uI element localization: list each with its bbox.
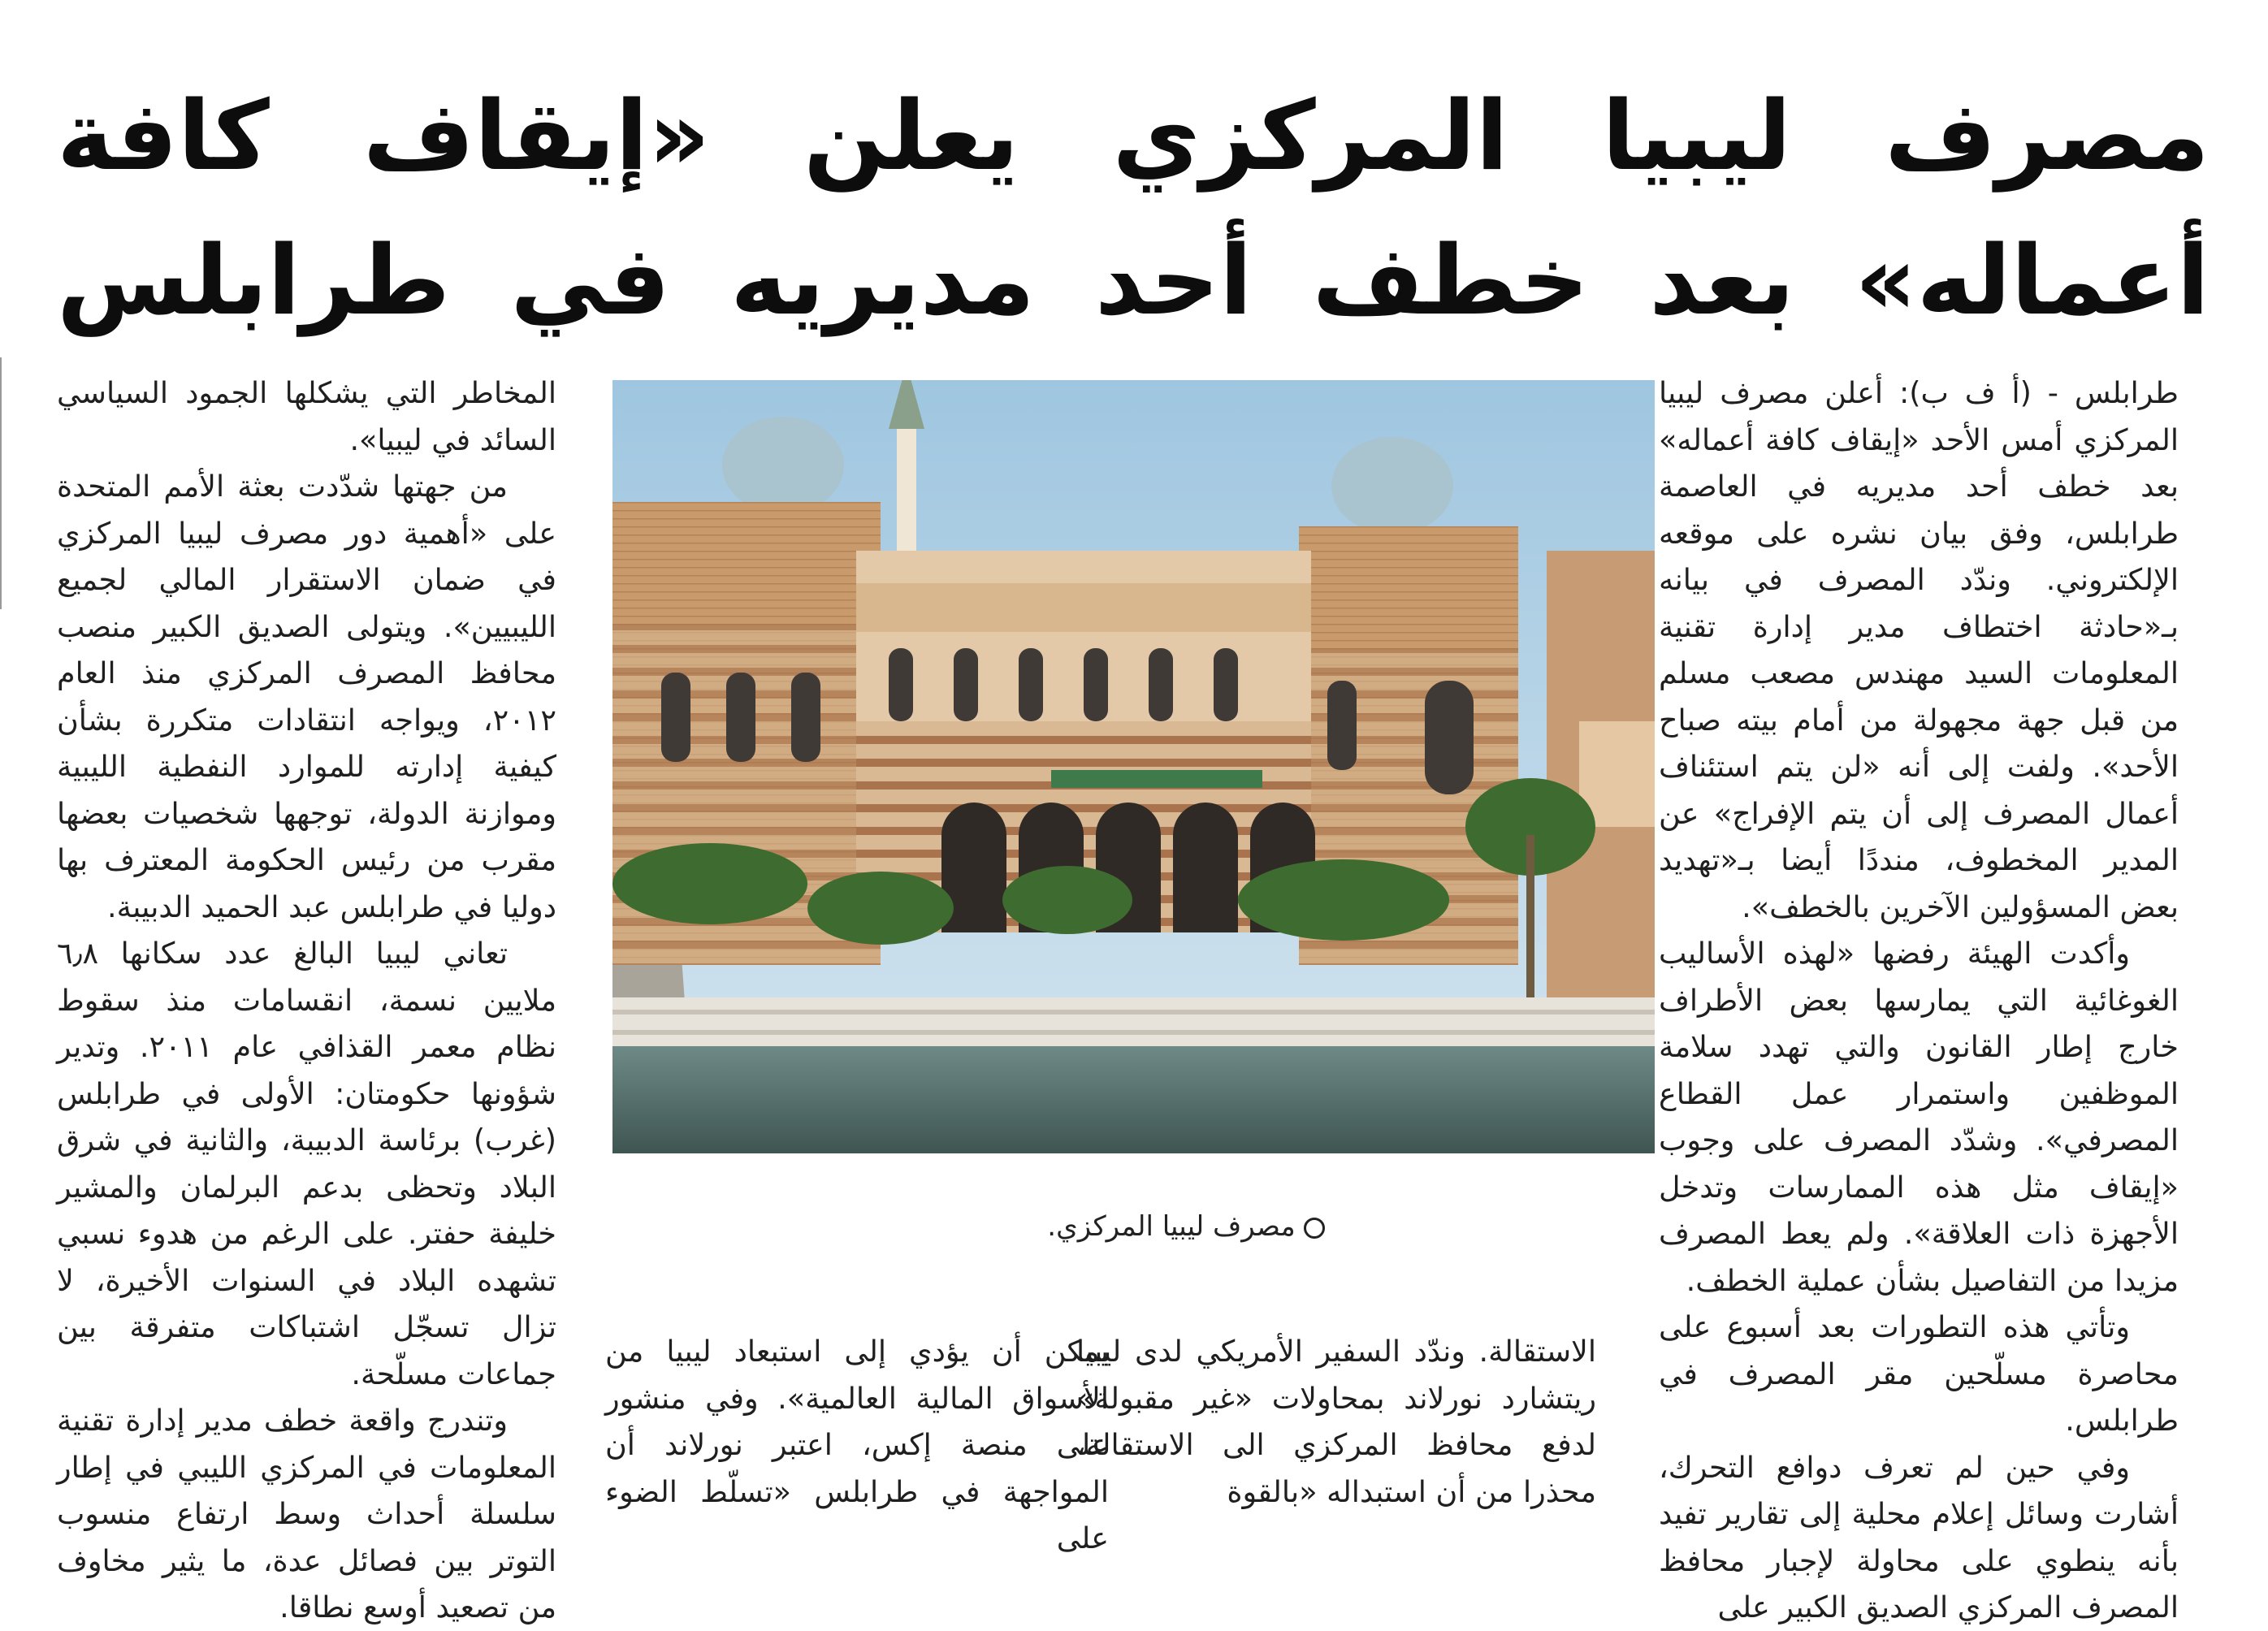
right-paragraph-4: وفي حين لم تعرف دوافع التحرك، أشارت وسائل إعلام محلية إلى تقارير تفيد بأنه ينطوي على محاولة لإجبار محافظ المصرف المركزي الصديق الكبير على xyxy=(1659,1449,2179,1625)
bottom-column-1 xyxy=(1076,1328,1596,1515)
building-illustration xyxy=(612,380,1655,1153)
central-bank-photo xyxy=(612,380,1655,1153)
left-paragraph-4: وتندرج واقعة خطف مدير إدارة تقنية المعلومات في المركزي الليبي في إطار سلسلة أحداث وسط ارتفاع منسوب التوتر بين فصائل عدة، ما يثير مخاوف من تصعيد أوسع نطاقا. xyxy=(57,1403,556,1625)
right-column xyxy=(1659,370,2179,1631)
photo-caption xyxy=(959,1210,1413,1243)
bullet-circle-icon xyxy=(1304,1218,1325,1239)
right-paragraph-3: وتأتي هذه التطورات بعد أسبوع على محاصرة مسلّحين مقر المصرف في طرابلس. xyxy=(1659,1309,2179,1438)
left-paragraph-3: تعاني ليبيا البالغ عدد سكانها ٦٫٨ ملايين نسمة، انقسامات منذ سقوط نظام معمر القذافي عام ٢٠١١. وتدير شؤونها حكومتان: الأولى في طرابلس (غرب) برئاسة الدبيبة، والثانية في شرق البلاد وتحظى بدعم البرلمان والمشير خليفة حفتر. على الرغم من هدوء نسبي تشهده البلاد في السنوات الأخيرة، لا تزال تسجّل اشتباكات متفرقة بين جماعات مسلّحة. xyxy=(57,936,556,1391)
headline xyxy=(57,63,2210,353)
left-paragraph-2: من جهتها شدّدت بعثة الأمم المتحدة على «أهمية دور مصرف ليبيا المركزي في ضمان الاستقرار المالي لجميع الليبيين». ويتولى الصديق الكبير منصب محافظ المصرف المركزي منذ العام ٢٠١٢، ويواجه انتقادات متكررة بشأن كيفية إدارته للموارد النفطية الليبية وموازنة الدولة، توجهها شخصيات بعضها مقرب من رئيس الحكومة المعترف بها دوليا في طرابلس عبد الحميد الدبيبة. xyxy=(57,469,556,924)
bottom-column-2-text: يمكن أن يؤدي إلى استبعاد ليبيا من الأسواق المالية العالمية». وفي منشور على منصة إكس، اعتبر نورلاند أن المواجهة في طرابلس «تسلّط الضوء على xyxy=(605,1334,1109,1555)
headline-line-2: أعماله» بعد خطف أحد مديريه في طرابلس xyxy=(57,224,2210,336)
left-margin-rule xyxy=(0,357,2,609)
left-paragraph-1: المخاطر التي يشكلها الجمود السياسي السائد في ليبيا». xyxy=(57,375,556,457)
right-paragraph-1: طرابلس - (أ ف ب): أعلن مصرف ليبيا المركزي أمس الأحد «إيقاف كافة أعماله» بعد خطف أحد مديريه في العاصمة طرابلس، وفق بيان نشره على موقعه الإلكتروني. وندّد المصرف في بيانه بـ«حادثة اختطاف مدير إدارة تقنية المعلومات السيد مهندس مصعب مسلم من قبل جهة مجهولة من أمام بيته صباح الأحد». ولفت إلى أنه «لن يتم استئناف أعمال المصرف إلى أن يتم الإفراج» عن المدير المخطوف، منددًا أيضا بـ«تهديد بعض المسؤولين الآخرين بالخطف». xyxy=(1659,375,2179,924)
bottom-column-1-text: الاستقالة. وندّد السفير الأمريكي لدى ليبيا ريتشارد نورلاند بمحاولات «غير مقبولة» لدفع محافظ المركزي الى الاستقالة، محذرا من أن استبداله «بالقوة xyxy=(1076,1334,1596,1509)
right-paragraph-2: وأكدت الهيئة رفضها «لهذه الأساليب الغوغائية التي يمارسها بعض الأطراف خارج إطار القانون والتي تهدد سلامة الموظفين واستمرار عمل القطاع المصرفي». وشدّد المصرف على وجوب «إيقاف مثل هذه الممارسات وتدخل الأجهزة ذات العلاقة». ولم يعط المصرف مزيدا من التفاصيل بشأن عملية الخطف. xyxy=(1659,936,2179,1298)
headline-line-1: مصرف ليبيا المركزي يعلن «إيقاف كافة xyxy=(57,80,2210,192)
photo-caption-text: مصرف ليبيا المركزي. xyxy=(1047,1210,1296,1243)
bottom-column-2 xyxy=(605,1328,1109,1562)
left-column xyxy=(57,370,556,1631)
